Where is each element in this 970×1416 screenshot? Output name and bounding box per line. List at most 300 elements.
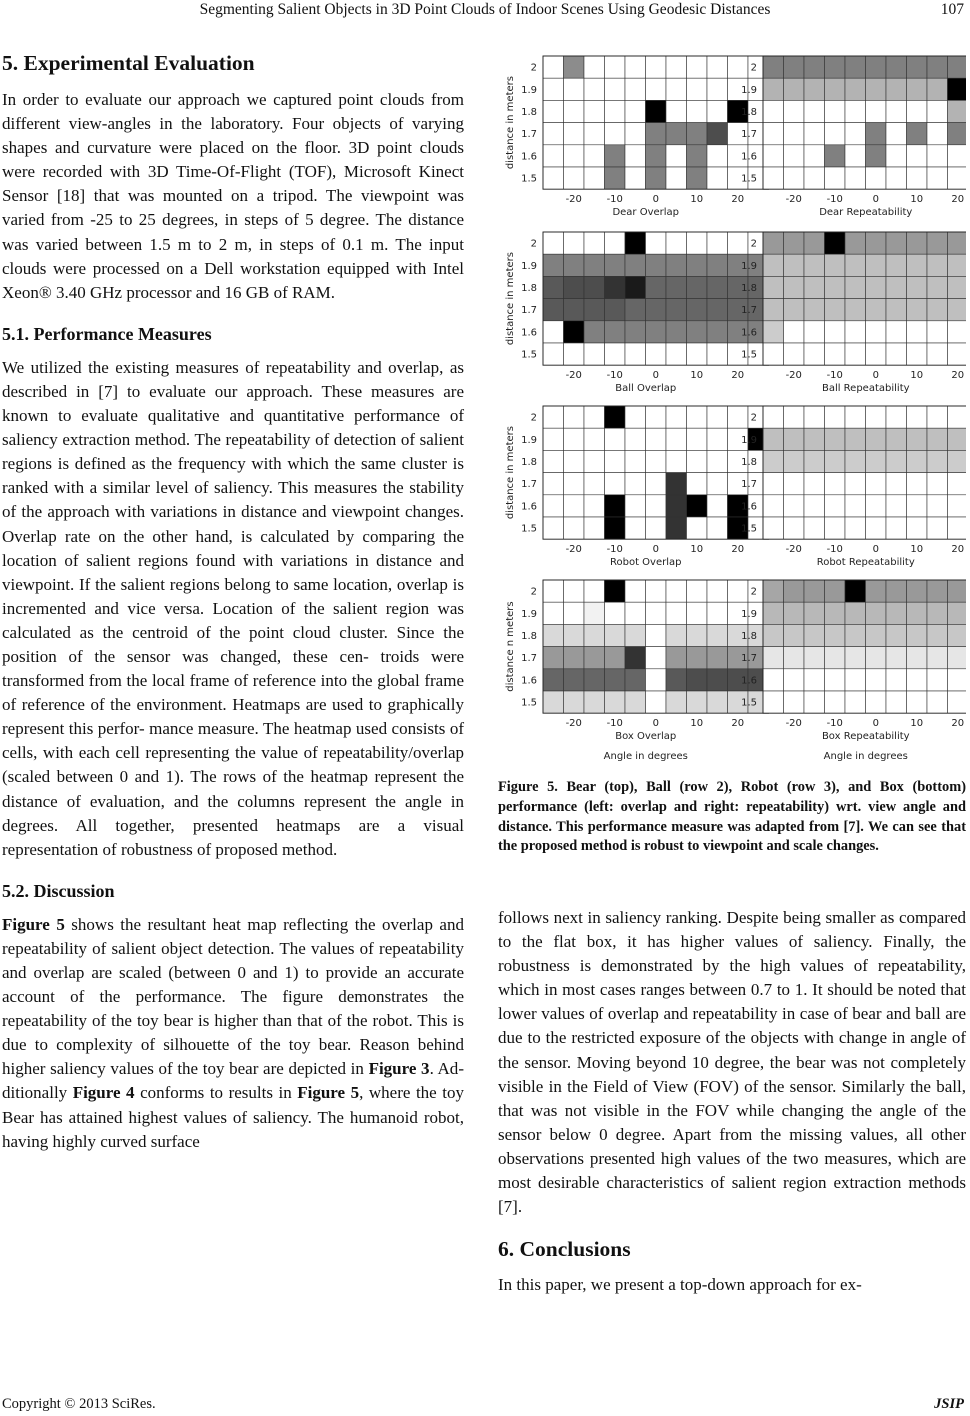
heatmap-cell: [763, 167, 784, 189]
heatmap-cell: [866, 602, 887, 624]
y-tick-label: 1.9: [521, 608, 537, 620]
heatmap-cell: [907, 123, 928, 145]
heatmap-cell: [763, 602, 784, 624]
heatmap-cell: [866, 691, 887, 713]
heatmap-cell: [948, 647, 967, 669]
heatmap-cell: [543, 495, 564, 517]
heatmap-cell: [784, 123, 805, 145]
heatmap-cell: [886, 56, 907, 78]
heatmap-cell: [687, 167, 708, 189]
heatmap-cell: [825, 321, 846, 343]
heatmap-cell: [605, 123, 626, 145]
heatmap-cell: [784, 145, 805, 167]
heatmap-cell: [886, 321, 907, 343]
heatmap-cell: [907, 276, 928, 298]
heatmap-cell: [907, 428, 928, 450]
heatmap-cell: [845, 450, 866, 472]
heatmap-cell: [564, 321, 585, 343]
heatmap-cell: [866, 321, 887, 343]
y-tick-label: 2: [750, 586, 757, 598]
heatmap-cell: [625, 495, 646, 517]
y-tick-label: 1.8: [741, 107, 757, 118]
heatmap-cell: [564, 167, 585, 189]
heatmap-cell: [625, 691, 646, 713]
heatmap-cell: [927, 100, 948, 122]
y-tick-label: 1.5: [741, 173, 757, 185]
heatmap-cell: [707, 321, 728, 343]
heatmap-cell: [707, 428, 728, 450]
heatmap-cell: [784, 691, 805, 713]
heatmap-cell: [646, 647, 667, 669]
heatmap-cell: [825, 450, 846, 472]
x-tick-label: 20: [951, 718, 965, 730]
heatmap-cell: [763, 232, 784, 254]
heatmap-cell: [584, 691, 605, 713]
heatmap-cell: [605, 647, 626, 669]
x-tick-label: -20: [565, 370, 582, 382]
y-tick-label: 1.5: [521, 173, 537, 185]
heatmap-cell: [646, 517, 667, 539]
x-tick-label: -10: [826, 718, 843, 730]
heatmap-cell: [866, 517, 887, 539]
heatmap-cell: [825, 669, 846, 691]
heatmap-cell: [646, 254, 667, 276]
heatmap-cell: [907, 580, 928, 602]
y-tick-label: 1.5: [741, 523, 757, 535]
heatmap-cell: [907, 232, 928, 254]
heatmap-cell: [927, 276, 948, 298]
heatmap-cell: [948, 276, 967, 298]
heatmap-cell: [927, 406, 948, 428]
heatmap-cell: [866, 580, 887, 602]
heatmap-cell: [625, 517, 646, 539]
running-header: [0, 0, 970, 30]
heatmap-cell: [543, 167, 564, 189]
heatmap-cell: [564, 602, 585, 624]
heatmap-cell: [625, 602, 646, 624]
heatmap-cell: [707, 343, 728, 365]
heatmap-cell: [584, 299, 605, 321]
heatmap-cell: [907, 450, 928, 472]
heatmap-cell: [666, 428, 687, 450]
heatmap-cell: [804, 167, 825, 189]
heatmap-cell: [948, 624, 967, 646]
y-tick-label: 1.7: [521, 305, 537, 317]
heatmap-cell: [804, 321, 825, 343]
heatmap-cell: [763, 321, 784, 343]
heatmap-cell: [886, 145, 907, 167]
heatmap-cell: [605, 428, 626, 450]
heatmap-cell: [584, 602, 605, 624]
heatmap-cell: [564, 428, 585, 450]
heatmap-cell: [646, 624, 667, 646]
heatmap-cell: [886, 669, 907, 691]
heatmap-cell: [804, 428, 825, 450]
heatmap-cell: [625, 647, 646, 669]
heatmap-cell: [564, 517, 585, 539]
heatmap-cell: [666, 232, 687, 254]
heatmap-cell: [543, 100, 564, 122]
x-tick-label: 10: [690, 194, 704, 206]
heatmap-cell: [707, 406, 728, 428]
heatmap-cell: [763, 450, 784, 472]
heatmap-cell: [584, 580, 605, 602]
y-tick-label: 1.6: [521, 675, 537, 687]
heatmap-cell: [543, 428, 564, 450]
heatmap-cell: [605, 299, 626, 321]
heatmap-cell: [907, 624, 928, 646]
x-tick-label: 20: [951, 544, 965, 556]
heatmap-cell: [707, 276, 728, 298]
heatmap-cell: [707, 167, 728, 189]
heatmap-panel: [741, 580, 966, 762]
heatmap-cell: [907, 56, 928, 78]
heatmap-cell: [907, 691, 928, 713]
heatmap-cell: [728, 580, 749, 602]
section-6-title: 6. Conclusions: [498, 1237, 631, 1262]
y-tick-label: 1.8: [521, 457, 537, 468]
heatmap-cell: [728, 232, 749, 254]
heatmap-cell: [886, 123, 907, 145]
heatmap-cell: [687, 343, 708, 365]
heatmap-cell: [907, 167, 928, 189]
heatmap-cell: [605, 602, 626, 624]
heatmap-cell: [804, 624, 825, 646]
heatmap-cell: [948, 321, 967, 343]
heatmap-cell: [564, 343, 585, 365]
heatmap-cell: [707, 647, 728, 669]
x-tick-label: 10: [690, 370, 704, 382]
heatmap-cell: [707, 517, 728, 539]
discussion-continued-paragraph: follows next in saliency ranking. Despite being smaller as compared to the flat box, it has higher values of saliency. Finally, the robustness is demonstrated by the high values of repeatability, which in most cases ranges between 0.7 to 1. It should be noted that lower values of overlap and repeatability in case of bear and ball are due to the restricted exposure of the objects with change in angle of the sensor. Moving beyond 10 degree, the bear was not completely visible in the Field of View (FOV) of the sensor. Similarly the ball, that was not visible in the FOV while changing the angle of the sensor below 0 degree. Apart from the missing values, all other observations presented high values of the two measures, which are most desirable characteristics of salient region extraction methods [7].: [498, 908, 966, 1217]
heatmap-cell: [707, 691, 728, 713]
heatmap-cell: [825, 517, 846, 539]
x-tick-label: 10: [690, 544, 704, 556]
heatmap-cell: [804, 602, 825, 624]
heatmap-cell: [804, 691, 825, 713]
heatmap-cell: [605, 517, 626, 539]
x-tick-label: 10: [910, 544, 924, 556]
heatmap-cell: [543, 276, 564, 298]
heatmap-cell: [543, 321, 564, 343]
heatmap-cell: [948, 691, 967, 713]
heatmap-cell: [646, 495, 667, 517]
y-tick-label: 1.6: [521, 151, 537, 163]
y-tick-label: 2: [530, 412, 537, 424]
heatmap-cell: [907, 254, 928, 276]
heatmap-cell: [564, 78, 585, 100]
heatmap-cell: [584, 123, 605, 145]
figure-ref: Figure 5: [2, 914, 65, 934]
x-tick-label: 0: [872, 194, 879, 206]
heatmap-cell: [666, 145, 687, 167]
heatmap-cell: [948, 495, 967, 517]
heatmap-cell: [825, 691, 846, 713]
heatmap-cell: [825, 428, 846, 450]
y-tick-label: 1.9: [741, 260, 757, 272]
y-tick-label: 2: [750, 238, 757, 250]
heatmap-cell: [707, 624, 728, 646]
heatmap-cell: [804, 406, 825, 428]
heatmap-cell: [866, 647, 887, 669]
y-tick-label: 2: [530, 586, 537, 598]
heatmap-cell: [784, 624, 805, 646]
heatmap-cell: [825, 624, 846, 646]
heatmap-cell: [605, 145, 626, 167]
y-tick-label: 1.8: [521, 283, 537, 294]
heatmap-cell: [845, 624, 866, 646]
heatmap-cell: [584, 450, 605, 472]
heatmap-cell: [605, 691, 626, 713]
heatmap-cell: [927, 78, 948, 100]
heatmap-cell: [564, 624, 585, 646]
heatmap-cell: [605, 473, 626, 495]
heatmap-cell: [907, 517, 928, 539]
heatmap-cell: [666, 343, 687, 365]
heatmap-cell: [845, 232, 866, 254]
heatmap-cell: [866, 78, 887, 100]
heatmap-cell: [784, 276, 805, 298]
heatmap-cell: [666, 669, 687, 691]
heatmap-cell: [845, 254, 866, 276]
section-5-paragraph: In order to evaluate our approach we captured point clouds from different view-angles in the laboratory. Four objects of varying shapes and curvature were placed on the floor. 3D point clouds were recorded with 3D Time-Of-Flight (TOF), Microsoft Kinect Sensor [18] that was mounted on a tripod. The viewpoint was varied from -25 to 25 degrees, in steps of 5 degree. The distance was varied between 1.5 m to 2 m, in steps of 0.1 m. The input clouds were processed on a Dell workstation equipped with Intel Xeon® 3.40 GHz processor and 16 GB of RAM.: [2, 90, 464, 302]
heatmap-cell: [886, 78, 907, 100]
heatmap-cell: [687, 495, 708, 517]
heatmap-cell: [804, 580, 825, 602]
heatmap-cell: [763, 406, 784, 428]
heatmap-cell: [646, 78, 667, 100]
heatmap-cell: [927, 123, 948, 145]
y-tick-label: 1.8: [521, 107, 537, 118]
heatmap-cell: [666, 450, 687, 472]
heatmap-cell: [564, 254, 585, 276]
heatmap-cell: [584, 517, 605, 539]
y-tick-label: 1.7: [741, 305, 757, 317]
heatmap-cell: [763, 254, 784, 276]
y-tick-label: 1.6: [741, 501, 757, 513]
heatmap-cell: [948, 406, 967, 428]
heatmap-cell: [763, 495, 784, 517]
heatmap-cell: [907, 406, 928, 428]
y-tick-label: 1.9: [741, 84, 757, 96]
heatmap-cell: [666, 647, 687, 669]
heatmap-cell: [543, 406, 564, 428]
heatmap-cell: [543, 580, 564, 602]
heatmap-cell: [646, 299, 667, 321]
x-tick-label: 20: [731, 718, 745, 730]
heatmap-panel: [505, 406, 769, 568]
heatmap-cell: [866, 450, 887, 472]
heatmap-cell: [625, 56, 646, 78]
heatmap-cell: [625, 232, 646, 254]
heatmap-cell: [625, 254, 646, 276]
heatmap-cell: [625, 406, 646, 428]
heatmap-cell: [804, 495, 825, 517]
panel-title: Dear Overlap: [612, 207, 680, 219]
heatmap-cell: [564, 56, 585, 78]
heatmap-cell: [763, 343, 784, 365]
heatmap-cell: [584, 56, 605, 78]
heatmap-cell: [886, 406, 907, 428]
x-tick-label: 0: [652, 544, 659, 556]
heatmap-cell: [763, 299, 784, 321]
heatmap-cell: [825, 78, 846, 100]
x-axis-label: Angle in degrees: [823, 751, 908, 763]
heatmap-cell: [845, 580, 866, 602]
heatmap-cell: [763, 100, 784, 122]
heatmap-cell: [825, 254, 846, 276]
heatmap-cell: [845, 602, 866, 624]
y-tick-label: 1.7: [521, 653, 537, 665]
y-tick-label: 1.7: [521, 129, 537, 141]
heatmap-cell: [666, 100, 687, 122]
heatmap-cell: [564, 580, 585, 602]
heatmap-cell: [927, 232, 948, 254]
y-tick-label: 1.5: [521, 697, 537, 709]
x-tick-label: -10: [606, 718, 623, 730]
heatmap-cell: [543, 78, 564, 100]
heatmap-cell: [625, 450, 646, 472]
heatmap-cell: [948, 167, 967, 189]
heatmap-cell: [948, 517, 967, 539]
y-tick-label: 1.8: [741, 631, 757, 642]
heatmap-cell: [948, 100, 967, 122]
heatmap-cell: [927, 517, 948, 539]
heatmap-cell: [687, 78, 708, 100]
x-tick-label: 10: [910, 718, 924, 730]
heatmap-cell: [845, 428, 866, 450]
heatmap-cell: [907, 100, 928, 122]
heatmap-cell: [646, 232, 667, 254]
heatmap-cell: [948, 602, 967, 624]
heatmap-cell: [646, 100, 667, 122]
heatmap-cell: [845, 669, 866, 691]
panel-title: Robot Repeatability: [816, 557, 915, 569]
heatmap-cell: [866, 624, 887, 646]
heatmap-cell: [866, 123, 887, 145]
heatmap-cell: [763, 517, 784, 539]
heatmap-cell: [845, 473, 866, 495]
heatmap-cell: [687, 669, 708, 691]
heatmap-cell: [866, 669, 887, 691]
y-tick-label: 2: [530, 238, 537, 250]
heatmap-cell: [625, 299, 646, 321]
heatmap-cell: [927, 428, 948, 450]
panel-title: Dear Repeatability: [819, 207, 913, 219]
heatmap-cell: [763, 123, 784, 145]
figure-5: [498, 50, 966, 765]
heatmap-cell: [907, 299, 928, 321]
heatmap-cell: [707, 669, 728, 691]
heatmap-cell: [707, 473, 728, 495]
heatmap-cell: [845, 276, 866, 298]
heatmap-panel: [741, 56, 966, 218]
heatmap-cell: [625, 145, 646, 167]
heatmap-cell: [825, 647, 846, 669]
heatmap-cell: [584, 669, 605, 691]
heatmap-cell: [763, 428, 784, 450]
heatmap-cell: [927, 647, 948, 669]
x-tick-label: 20: [731, 370, 745, 382]
panel-title: Box Overlap: [615, 731, 677, 743]
heatmap-cell: [845, 299, 866, 321]
heatmap-cell: [605, 56, 626, 78]
x-tick-label: 10: [690, 718, 704, 730]
heatmap-cell: [948, 232, 967, 254]
heatmap-cell: [625, 167, 646, 189]
page-number: 107: [940, 1, 964, 18]
heatmap-cell: [825, 167, 846, 189]
y-tick-label: 1.9: [521, 84, 537, 96]
heatmap-cell: [804, 517, 825, 539]
heatmap-cell: [707, 56, 728, 78]
heatmap-cell: [605, 232, 626, 254]
heatmap-cell: [564, 145, 585, 167]
heatmap-cell: [584, 254, 605, 276]
heatmap-cell: [584, 495, 605, 517]
heatmap-cell: [784, 406, 805, 428]
heatmap-cell: [564, 123, 585, 145]
heatmap-cell: [784, 602, 805, 624]
heatmap-cell: [707, 123, 728, 145]
heatmap-cell: [784, 517, 805, 539]
heatmap-cell: [687, 406, 708, 428]
heatmap-cell: [666, 691, 687, 713]
y-tick-label: 1.5: [521, 523, 537, 535]
heatmap-cell: [763, 580, 784, 602]
heatmap-cell: [825, 56, 846, 78]
heatmap-cell: [804, 299, 825, 321]
heatmap-cell: [948, 669, 967, 691]
heatmap-cell: [666, 406, 687, 428]
y-tick-label: 1.9: [741, 608, 757, 620]
heatmap-cell: [948, 580, 967, 602]
heatmap-cell: [784, 580, 805, 602]
heatmap-cell: [784, 254, 805, 276]
heatmap-cell: [543, 299, 564, 321]
heatmap-cell: [927, 669, 948, 691]
heatmap-cell: [584, 624, 605, 646]
heatmap-cell: [687, 624, 708, 646]
heatmap-cell: [825, 299, 846, 321]
heatmap-cell: [605, 276, 626, 298]
heatmap-cell: [948, 343, 967, 365]
heatmap-cell: [584, 473, 605, 495]
heatmap-cell: [763, 145, 784, 167]
y-tick-label: 1.7: [521, 479, 537, 491]
heatmap-cell: [804, 78, 825, 100]
heatmap-cell: [707, 450, 728, 472]
heatmap-cell: [804, 450, 825, 472]
heatmap-cell: [584, 276, 605, 298]
heatmap-cell: [564, 232, 585, 254]
heatmap-cell: [646, 123, 667, 145]
heatmap-cell: [886, 580, 907, 602]
heatmap-cell: [825, 123, 846, 145]
heatmap-cell: [646, 669, 667, 691]
heatmap-cell: [825, 580, 846, 602]
heatmap-cell: [784, 167, 805, 189]
heatmap-cell: [666, 517, 687, 539]
figure-ref: Figure 3: [368, 1059, 430, 1079]
heatmap-cell: [584, 167, 605, 189]
heatmap-cell: [927, 299, 948, 321]
heatmap-cell: [825, 100, 846, 122]
heatmap-cell: [646, 691, 667, 713]
heatmap-cell: [845, 123, 866, 145]
journal-abbrev: JSIP: [934, 1396, 964, 1412]
heatmap-cell: [625, 624, 646, 646]
